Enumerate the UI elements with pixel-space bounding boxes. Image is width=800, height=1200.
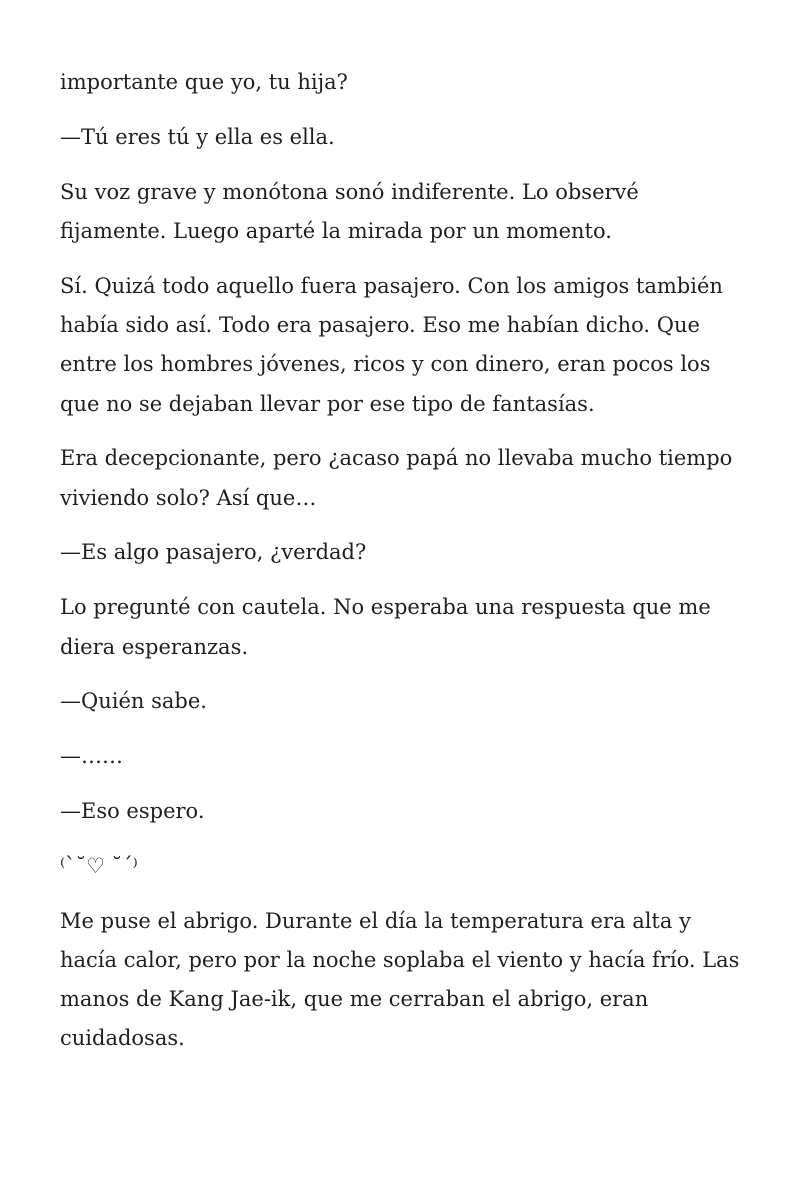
- paragraph-10: —Eso espero.: [60, 798, 205, 823]
- paragraph-6: —Es algo pasajero, ¿verdad?: [60, 540, 367, 565]
- paragraph-12: Me puse el abrigo. Durante el día la temperatura era alta y hacía calor, pero por la noche soplaba el viento y hacía frío. Las manos de Kang Jae-ik, que me cerraban el abrigo, eran cuidadosas.: [60, 908, 740, 1051]
- paragraph-8: —Quién sabe.: [60, 689, 207, 714]
- reading-page: [60, 63, 750, 1074]
- paragraph-3: Su voz grave y monótona sonó indiferente. Lo observé fijamente. Luego aparté la mirada por un momento.: [60, 179, 639, 243]
- scene-break-ornament: ⁽`˘♡ ˘´⁾: [60, 853, 138, 878]
- paragraph-4: Sí. Quizá todo aquello fuera pasajero. Con los amigos también había sido así. Todo era pasajero. Eso me habían dicho. Que entre los hombres jóvenes, ricos y con dinero, eran pocos los que no se dejaban llevar por ese tipo de fantasías.: [60, 273, 723, 416]
- paragraph-7: Lo pregunté con cautela. No esperaba una respuesta que me diera esperanzas.: [60, 595, 711, 659]
- paragraph-9: —……: [60, 744, 123, 769]
- paragraph-5: Era decepcionante, pero ¿acaso papá no llevaba mucho tiempo viviendo solo? Así que…: [60, 446, 733, 510]
- paragraph-1: importante que yo, tu hija?: [60, 70, 348, 94]
- paragraph-2: —Tú eres tú y ella es ella.: [60, 124, 335, 149]
